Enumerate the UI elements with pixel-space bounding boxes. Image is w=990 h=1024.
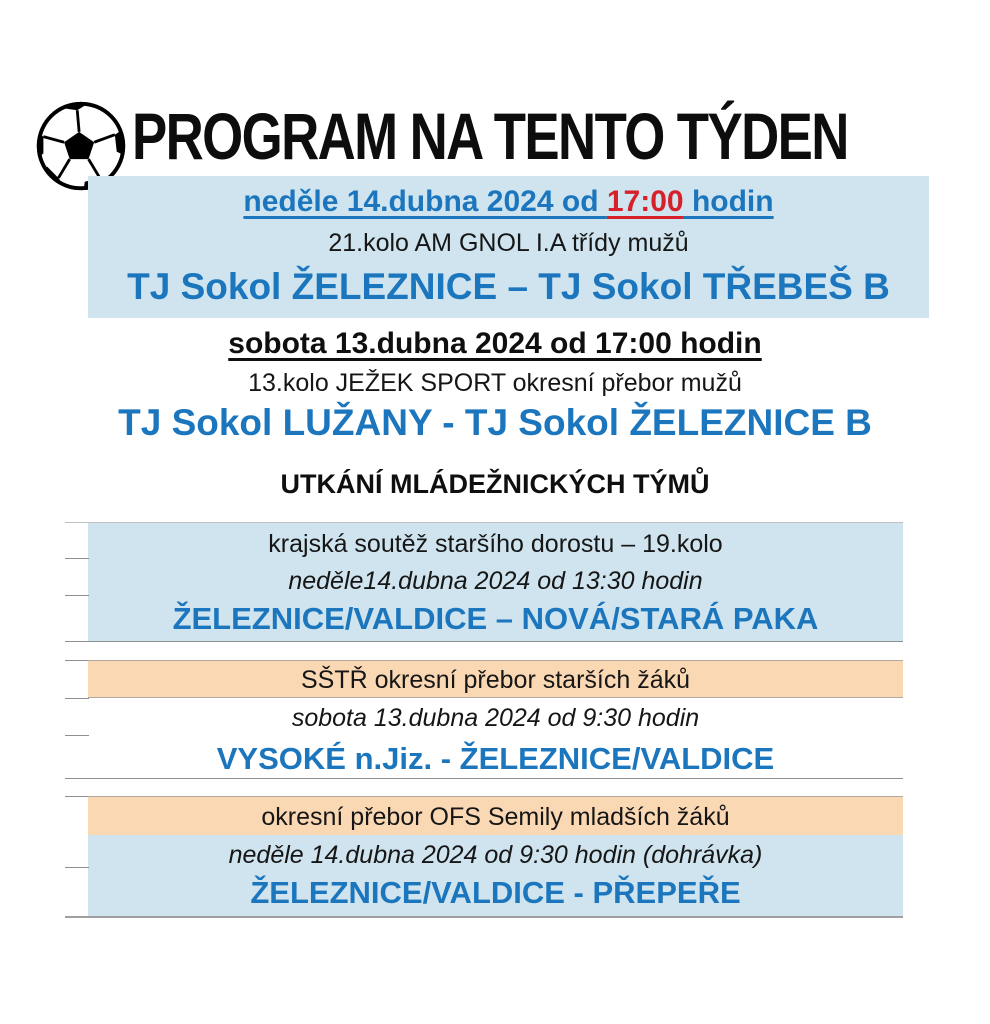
men-match-1-date — [88, 184, 929, 220]
table-row-tick — [65, 660, 89, 661]
table-row-tick — [65, 735, 89, 736]
table-border — [65, 641, 903, 642]
kickoff-time: 17:00 — [606, 185, 684, 218]
page-title: PROGRAM NA TENTO TÝDEN — [132, 99, 848, 173]
youth-match-1-competition: krajská soutěž staršího dorostu – 19.kolo — [268, 530, 723, 558]
youth-match-2-datetime: sobota 13.dubna 2024 od 9:30 hodin — [291, 704, 700, 732]
table-border — [65, 778, 903, 779]
youth-match-1-teams: ŽELEZNICE/VALDICE – NOVÁ/STARÁ PAKA — [172, 601, 819, 636]
men-match-2-teams: TJ Sokol LUŽANY - TJ Sokol ŽELEZNICE B — [118, 402, 872, 443]
date-part: hodin — [683, 185, 774, 218]
youth-match-1-datetime: neděle14.dubna 2024 od 13:30 hodin — [288, 567, 703, 595]
youth-match-2-competition: SŠTŘ okresní přebor starších žáků — [300, 666, 691, 694]
youth-match-3-competition: okresní přebor OFS Semily mladších žáků — [261, 803, 730, 831]
men-match-1-competition: 21.kolo AM GNOL I.A třídy mužů — [328, 229, 689, 257]
men-match-2-date: sobota 13.dubna 2024 od 17:00 hodin — [228, 327, 762, 360]
table-row-tick — [65, 558, 89, 559]
youth-section-heading: UTKÁNÍ MLÁDEŽNICKÝCH TÝMŮ — [280, 469, 710, 499]
date-part: neděle 14.dubna 2024 od — [243, 185, 607, 218]
table-row-tick — [65, 595, 89, 596]
men-match-2-competition: 13.kolo JEŽEK SPORT okresní přebor mužů — [248, 369, 742, 397]
men-match-1-teams: TJ Sokol ŽELEZNICE – TJ Sokol TŘEBEŠ B — [127, 266, 890, 307]
table-row-tick — [65, 867, 89, 868]
table-row-tick — [65, 698, 89, 699]
youth-match-2-teams: VYSOKÉ n.Jiz. - ŽELEZNICE/VALDICE — [216, 741, 775, 776]
table-border — [65, 916, 903, 918]
youth-match-3-datetime: neděle 14.dubna 2024 od 9:30 hodin (dohrávka) — [228, 841, 763, 869]
youth-match-3-teams: ŽELEZNICE/VALDICE - PŘEPEŘE — [250, 875, 741, 910]
table-row-tick — [65, 796, 89, 797]
